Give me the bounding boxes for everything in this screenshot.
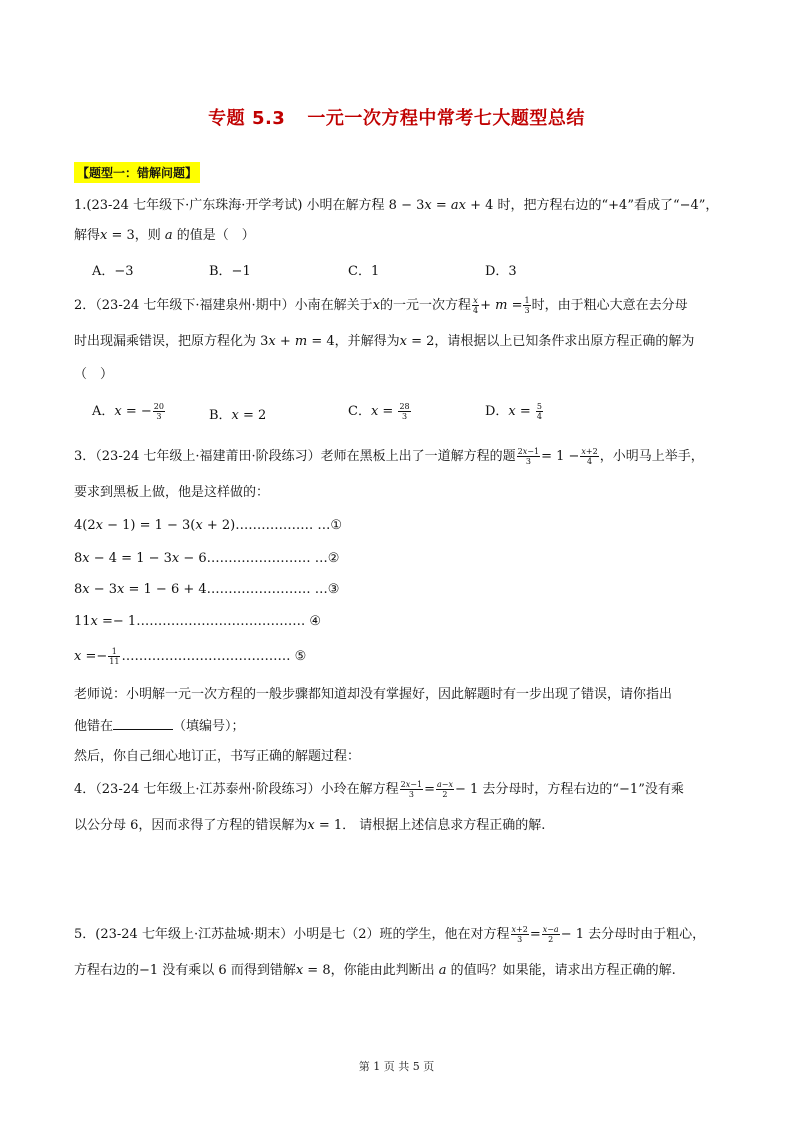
q4-text-c: − 1 去分母时，方程右边的“−1”没有乘 — [454, 782, 684, 797]
q2-option-c: C．𝑥 = $\frac{28}{3}$ — [348, 402, 410, 421]
q4-line-1 — [74, 780, 684, 799]
q1-line-1: 1.(23-24 七年级下·广东珠海·开学考试) 小明在解方程 8 − 3𝑥 = 𝑎𝑥 + 4 时，把方程右边的“+4”看成了“−4”， — [74, 198, 719, 213]
q4-fraction-2: $\frac{\text{𝑎−𝑥}}{2}$ — [436, 780, 453, 799]
q2-fraction-1: $\frac{\text{𝑥}}{4}$ — [472, 296, 479, 315]
q5-text-b: = — [529, 927, 541, 942]
q5-line-2: 方程右边的−1 没有乘以 6 而得到错解𝑥 = 8，你能由此判断出 𝑎 的值吗？如果能，请求出方程正确的解. — [74, 963, 676, 978]
q3-step-4: 11𝑥 =− 1………………………………… ④ — [74, 614, 321, 629]
q3-fraction-1: $\frac{\text{2𝑥−1}}{3}$ — [517, 447, 540, 466]
title-main: 一元一次方程中常考七大题型总结 — [307, 108, 585, 129]
q2-option-a: A．𝑥 = − $\frac{20}{3}$ — [92, 402, 164, 421]
q4-text-b: = — [424, 782, 435, 797]
q2-line-3: （ ） — [74, 367, 114, 382]
q3-step-5: 𝑥 =− $\frac{1}{11}$ ………………………………… ⑤ — [74, 647, 307, 666]
title-prefix: 专题 5.3 — [208, 108, 286, 129]
q3-teacher-3: 然后，你自己细心地订正，书写正确的解题过程： — [74, 749, 361, 764]
q2-text-c: 时，由于粗心大意在去分母 — [531, 298, 688, 313]
q5-text-c: − 1 去分母时由于粗心， — [560, 927, 706, 942]
q2-option-b: B．𝑥 = 2 — [209, 408, 267, 423]
page-footer: 第 1 页 共 5 页 — [358, 1060, 435, 1073]
q2-text-b: + 𝑚 = — [480, 298, 523, 313]
q3-step-1: 4(2𝑥 − 1) = 1 − 3(𝑥 + 2)……………… …① — [74, 518, 342, 533]
q4-fraction-1: $\frac{\text{2𝑥−1}}{3}$ — [400, 780, 423, 799]
q3-step-2: 8𝑥 − 4 = 1 − 3𝑥 − 6…………………… …② — [74, 551, 340, 566]
q1-option-a: A．−3 — [92, 264, 134, 279]
q1-option-d: D．3 — [485, 264, 517, 279]
q4-text-a: 4．（23-24 七年级上·江苏泰州·阶段练习）小玲在解方程 — [74, 782, 399, 797]
q3-teacher-1: 老师说：小明解一元一次方程的一般步骤都知道却没有掌握好，因此解题时有一步出现了错误，请你指出 — [74, 687, 673, 702]
q3-fraction-2: $\frac{\text{𝑥+2}}{4}$ — [581, 447, 598, 466]
q2-line-1 — [74, 296, 688, 315]
q3-text-b: = 1 − — [541, 449, 580, 464]
page-title — [0, 104, 793, 130]
q2-fraction-2: $\frac{1}{3}$ — [524, 296, 530, 315]
q3-text-a: 3．（23-24 七年级上·福建莆田·阶段练习）老师在黑板上出了一道解方程的题 — [74, 449, 516, 464]
section-tag: 【题型一：错解问题】 — [74, 162, 200, 183]
q5-line-1 — [74, 925, 705, 944]
q3-line-1 — [74, 447, 704, 466]
q1-option-c: C．1 — [348, 264, 380, 279]
q3-text-c: ，小明马上举手， — [599, 449, 704, 464]
q2-text-a: 2．（23-24 七年级下·福建泉州·期中）小南在解关于𝑥的一元一次方程 — [74, 298, 471, 313]
q2-line-2: 时出现漏乘错误，把原方程化为 3𝑥 + 𝑚 = 4，并解得为𝑥 = 2，请根据以上已知条件求出原方程正确的解为 — [74, 334, 695, 349]
q3-step-3: 8𝑥 − 3𝑥 = 1 − 6 + 4…………………… …③ — [74, 582, 340, 597]
q5-text-a: 5．(23-24 七年级上·江苏盐城·期末）小明是七（2）班的学生，他在对方程 — [74, 927, 510, 942]
q1-option-b: B．−1 — [209, 264, 251, 279]
q3-line-2: 要求到黑板上做，他是这样做的： — [74, 485, 270, 500]
q5-fraction-2: $\frac{\text{𝑥−𝑎}}{2}$ — [542, 925, 559, 944]
answer-blank — [113, 717, 173, 730]
q2-option-d: D．𝑥 = $\frac{5}{4}$ — [485, 402, 543, 421]
q1-line-2: 解得𝑥 = 3，则 𝑎 的值是（ ） — [74, 228, 255, 243]
q4-line-2: 以公分母 6，因而求得了方程的错误解为𝑥 = 1． 请根据上述信息求方程正确的解. — [74, 818, 546, 833]
q5-fraction-1: $\frac{\text{𝑥+2}}{3}$ — [511, 925, 528, 944]
q3-teacher-2: 他错在 （填编号）； — [74, 719, 245, 734]
